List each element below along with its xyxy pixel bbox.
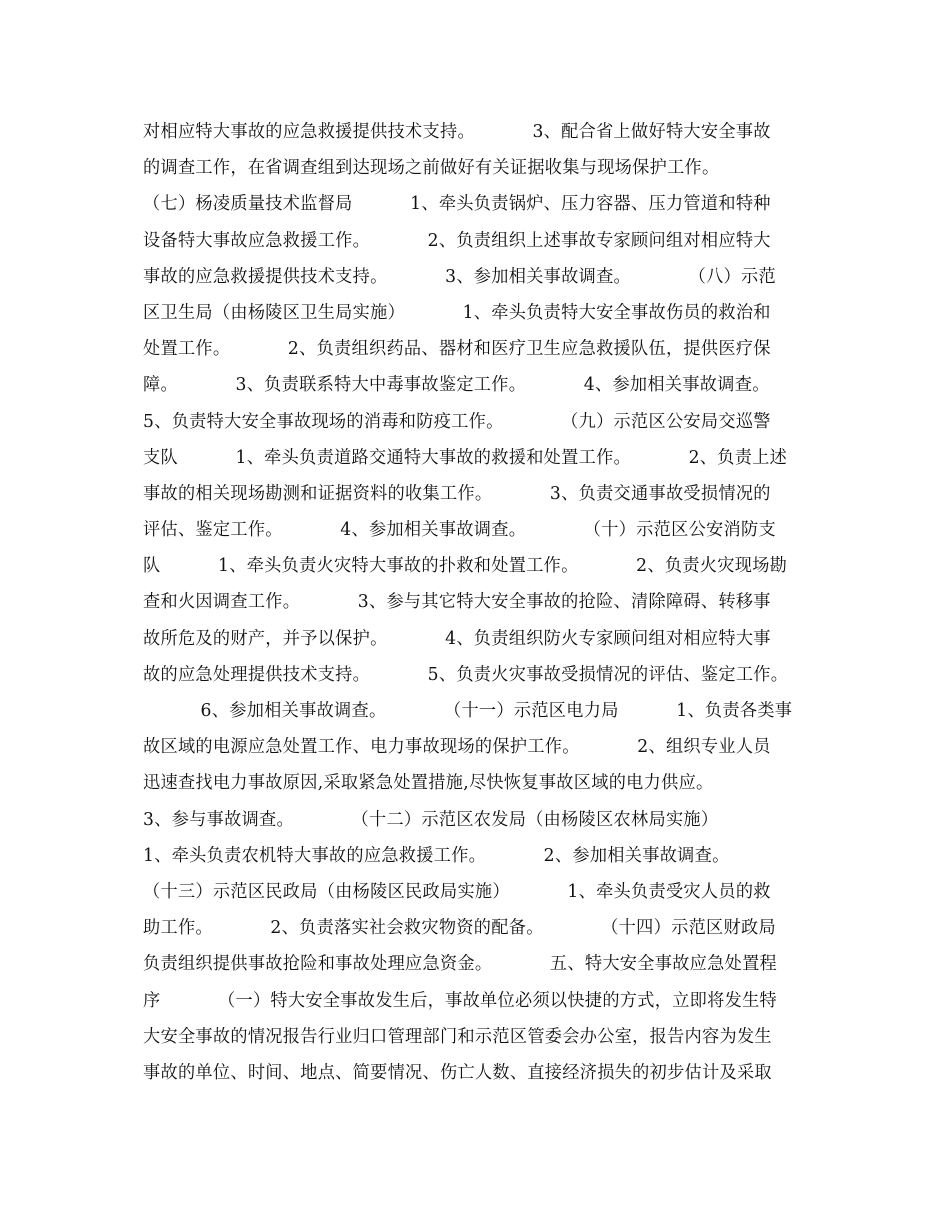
- text-line: 支队 1、牵头负责道路交通特大事故的救援和处置工作。 2、负责上述: [143, 447, 788, 468]
- text-line: 队 1、牵头负责火灾特大事故的扑救和处置工作。 2、负责火灾现场勘: [143, 556, 788, 577]
- text-line: 查和火因调查工作。 3、参与其它特大安全事故的抢险、清除障碍、转移事: [143, 592, 771, 613]
- text-line: 事故的应急救援提供技术支持。 3、参加相关事故调查。 （八）示范: [143, 266, 776, 287]
- text-line: 序 （一）特大安全事故发生后，事故单位必须以快捷的方式，立即将发生特: [143, 990, 778, 1011]
- text-line: 助工作。 2、负责落实社会救灾物资的配备。 （十四）示范区财政局: [143, 918, 776, 939]
- text-line: 5、负责特大安全事故现场的消毒和防疫工作。 （九）示范区公安局交巡警: [143, 411, 771, 432]
- text-line: 6、参加相关事故调查。 （十一）示范区电力局 1、负责各类事: [143, 701, 793, 721]
- text-line: （十三）示范区民政局（由杨陵区民政局实施） 1、牵头负责受灾人员的救: [143, 881, 771, 902]
- text-line: 障。 3、负责联系特大中毒事故鉴定工作。 4、参加相关事故调查。: [143, 375, 770, 396]
- text-line: 故所危及的财产，并予以保护。 4、负责组织防火专家顾问组对相应特大事: [143, 628, 771, 649]
- text-line: 故区域的电源应急处置工作、电力事故现场的保护工作。 2、组织专业人员: [143, 737, 771, 758]
- text-line: 对相应特大事故的应急救援提供技术支持。 3、配合省上做好特大安全事故: [143, 122, 771, 142]
- text-line: 事故的单位、时间、地点、简要情况、伤亡人数、直接经济损失的初步估计及采取: [143, 1062, 772, 1083]
- text-line: 大安全事故的情况报告行业归口管理部门和示范区管委会办公室，报告内容为发生: [143, 1026, 772, 1047]
- text-line: 评估、鉴定工作。 4、参加相关事故调查。 （十）示范区公安消防支: [143, 520, 776, 541]
- text-line: 事故的相关现场勘测和证据资料的收集工作。 3、负责交通事故受损情况的: [143, 483, 771, 504]
- text-line: 3、参与事故调查。 （十二）示范区农发局（由杨陵区农林局实施）: [143, 809, 719, 830]
- text-line: 1、牵头负责农机特大事故的应急救援工作。 2、参加相关事故调查。: [143, 845, 730, 866]
- text-line: 的调查工作，在省调查组到达现场之前做好有关证据收集与现场保护工作。: [143, 158, 720, 179]
- text-line: 区卫生局（由杨陵区卫生局实施） 1、牵头负责特大安全事故伤员的救治和: [143, 302, 771, 323]
- text-line: （七）杨凌质量技术监督局 1、牵头负责锅炉、压力容器、压力管道和特种: [143, 194, 771, 215]
- text-line: 故的应急处理提供技术支持。 5、负责火灾事故受损情况的评估、鉴定工作。: [143, 664, 789, 685]
- text-line: 处置工作。 2、负责组织药品、器材和医疗卫生应急救援队伍，提供医疗保: [143, 339, 771, 360]
- text-line: 迅速查找电力事故原因,采取紧急处置措施,尽快恢复事故区域的电力供应。: [143, 773, 714, 794]
- text-line: 负责组织提供事故抢险和事故处理应急资金。 五、特大安全事故应急处置程: [143, 954, 778, 975]
- text-line: 设备特大事故应急救援工作。 2、负责组织上述事故专家顾问组对相应特大: [143, 230, 771, 251]
- body-text: [143, 114, 843, 1091]
